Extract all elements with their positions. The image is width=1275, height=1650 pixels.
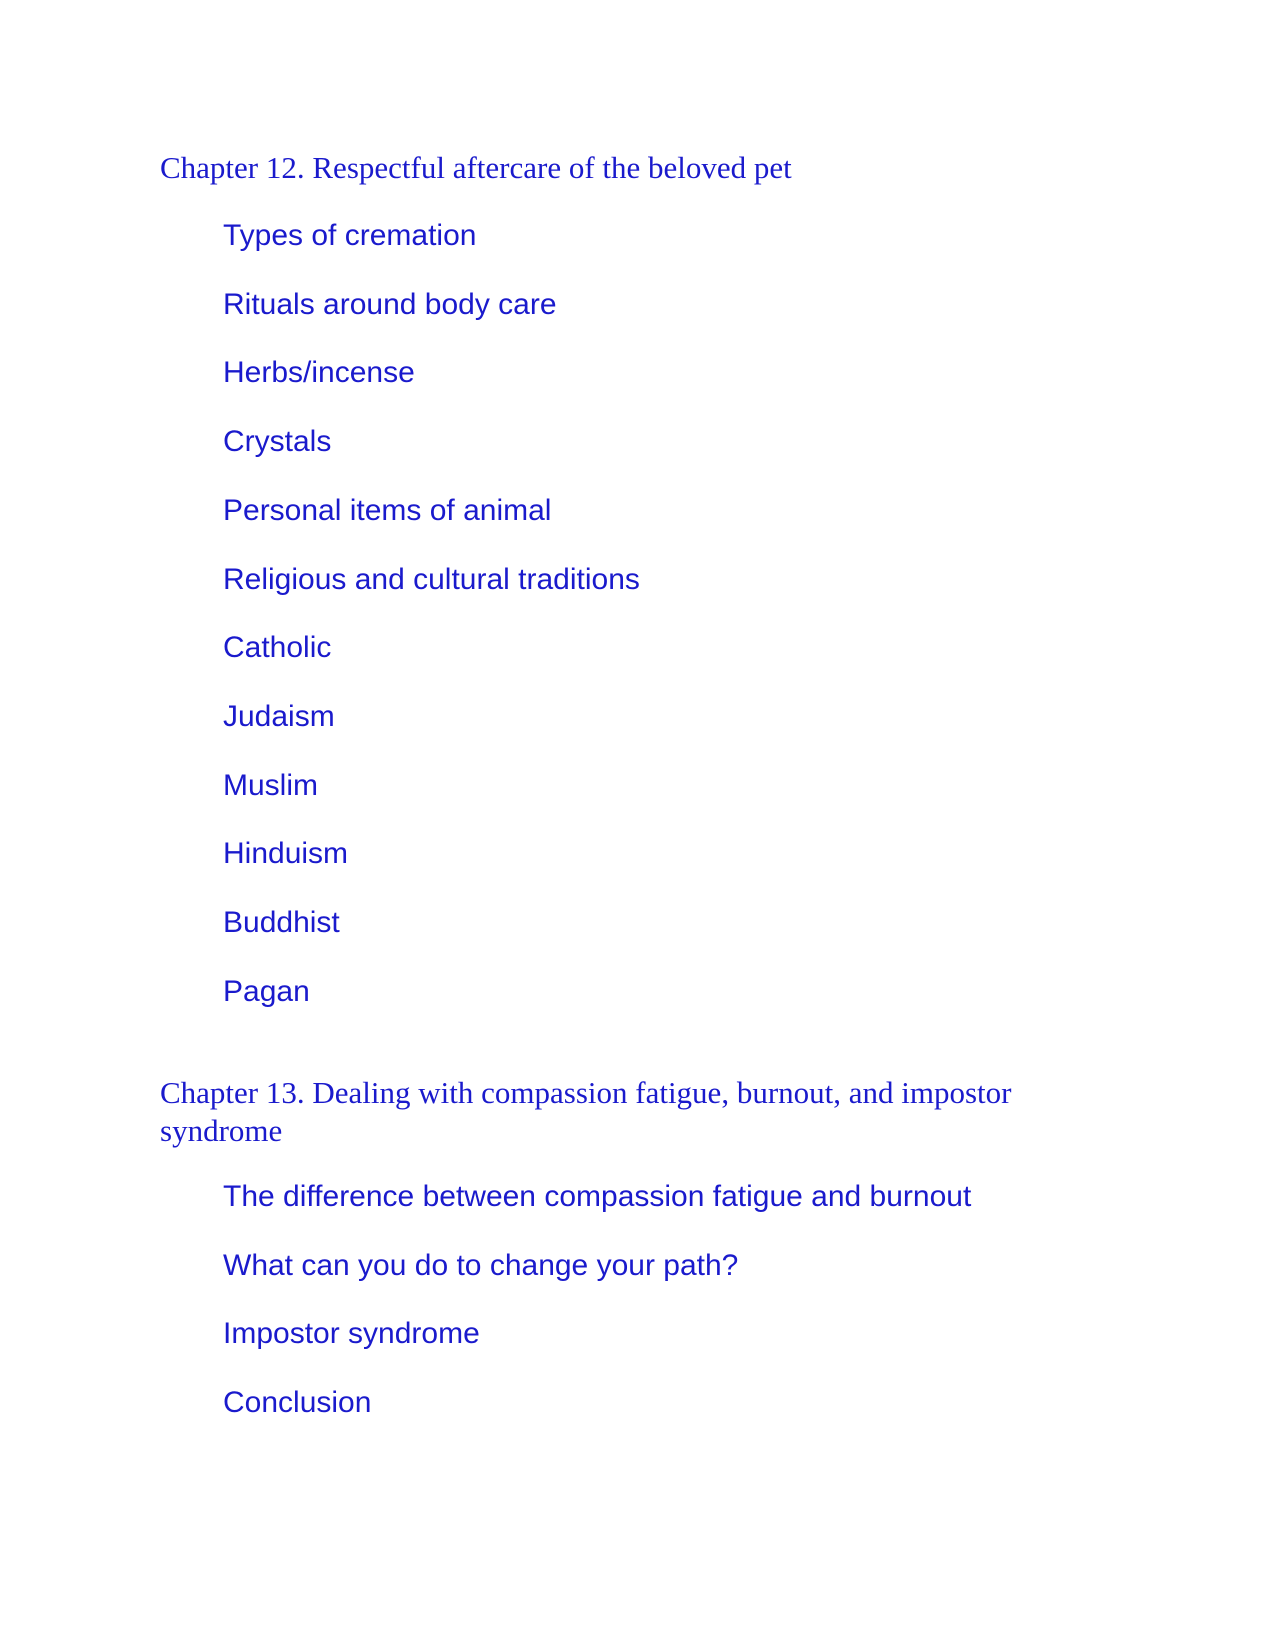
toc-item-buddhist[interactable]: Buddhist: [223, 906, 340, 939]
toc-item-rituals-body-care[interactable]: Rituals around body care: [223, 288, 557, 321]
toc-item-muslim[interactable]: Muslim: [223, 769, 318, 802]
toc-item-religious-traditions[interactable]: Religious and cultural traditions: [223, 563, 640, 596]
toc-item-types-of-cremation[interactable]: Types of cremation: [223, 219, 477, 252]
toc-item-pagan[interactable]: Pagan: [223, 975, 310, 1008]
toc-item-crystals[interactable]: Crystals: [223, 425, 332, 458]
toc-item-catholic[interactable]: Catholic: [223, 631, 332, 664]
toc-item-personal-items[interactable]: Personal items of animal: [223, 494, 552, 527]
toc-item-impostor-syndrome[interactable]: Impostor syndrome: [223, 1317, 480, 1350]
toc-item-hinduism[interactable]: Hinduism: [223, 837, 349, 870]
toc-item-compassion-vs-burnout[interactable]: The difference between compassion fatigue and burnout: [223, 1180, 972, 1213]
toc-item-conclusion[interactable]: Conclusion: [223, 1386, 372, 1419]
toc-item-herbs-incense[interactable]: Herbs/incense: [223, 356, 415, 389]
toc-item-change-your-path[interactable]: What can you do to change your path?: [223, 1249, 739, 1282]
chapter-13-heading[interactable]: Chapter 13. Dealing with compassion fatigue, burnout, and impostor syndrome: [160, 1075, 1012, 1148]
chapter-12-heading[interactable]: Chapter 12. Respectful aftercare of the beloved pet: [160, 150, 792, 185]
toc-item-judaism[interactable]: Judaism: [223, 700, 335, 733]
